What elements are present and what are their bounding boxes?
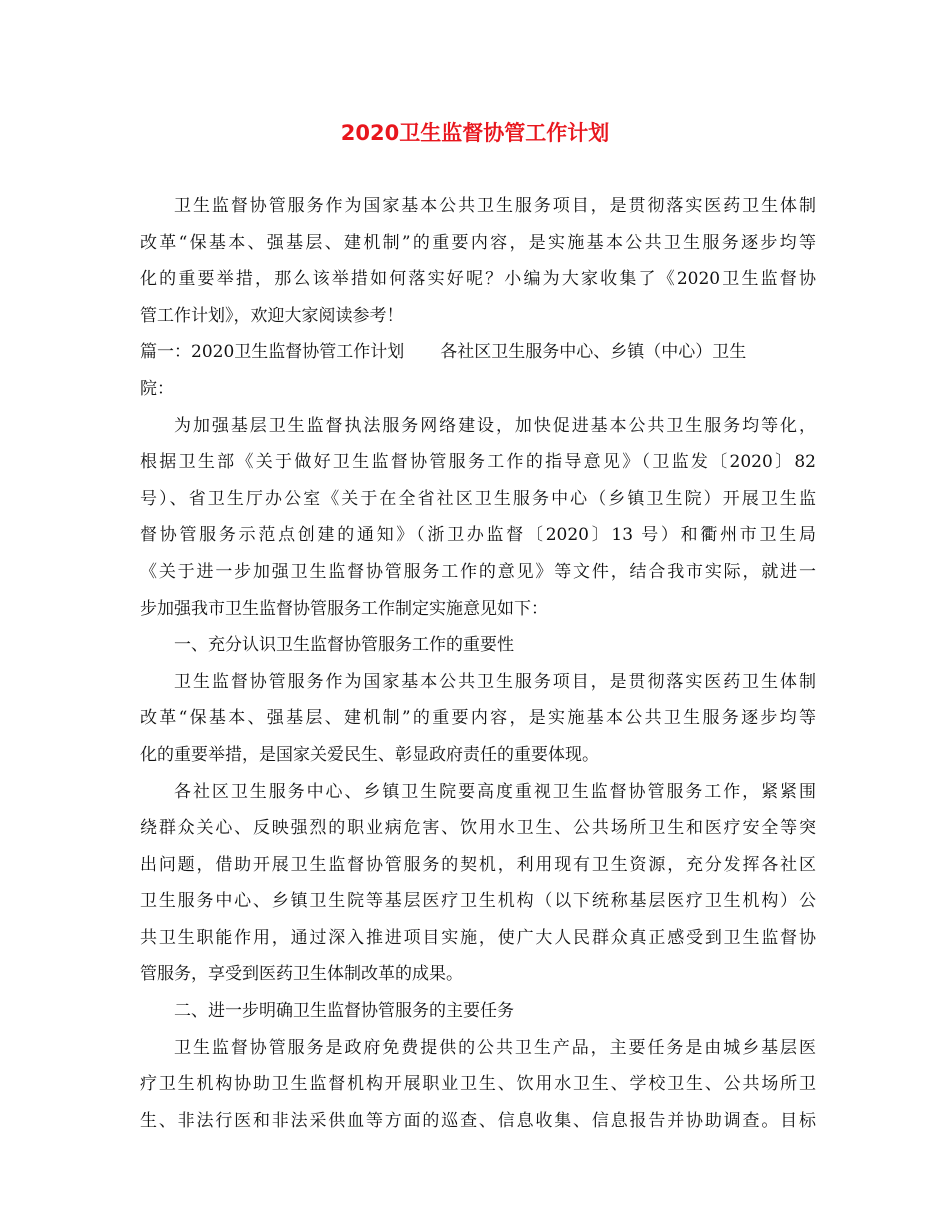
section-heading: 二、进一步明确卫生监督协管服务的主要任务 [174, 1001, 514, 1022]
paragraph-line: 根据卫生部《关于做好卫生监督协管服务工作的指导意见》（卫监发〔2020〕82 [140, 452, 816, 473]
document-title: 2020卫生监督协管工作计划 [340, 121, 610, 145]
paragraph-line: 出问题，借助开展卫生监督协管服务的契机，利用现有卫生资源，充分发挥各社区 [140, 854, 816, 875]
paragraph-line: 卫生服务中心、乡镇卫生院等基层医疗卫生机构（以下统称基层医疗卫生机构）公 [140, 891, 816, 912]
paragraph-line: 管服务，享受到医药卫生体制改革的成果。 [140, 964, 463, 985]
paragraph-line: 各社区卫生服务中心、乡镇卫生院要高度重视卫生监督协管服务工作，紧紧围 [174, 781, 816, 802]
paragraph-line: 院： [140, 378, 174, 399]
paragraph-line: 化的重要举措，那么该举措如何落实好呢？小编为大家收集了《2020卫生监督协 [140, 269, 816, 290]
paragraph-line: 号）、省卫生厅办公室《关于在全省社区卫生服务中心（乡镇卫生院）开展卫生监 [140, 488, 816, 509]
paragraph-line: 卫生监督协管服务是政府免费提供的公共卫生产品，主要任务是由城乡基层医 [174, 1037, 816, 1058]
section-heading-part-one: 篇一：2020卫生监督协管工作计划 [140, 342, 405, 363]
paragraph-line: 化的重要举措，是国家关爱民生、彰显政府责任的重要体现。 [140, 744, 599, 765]
paragraph-line: 督协管服务示范点创建的通知》（浙卫办监督〔2020〕13 号）和衢州市卫生局 [140, 525, 816, 546]
paragraph-line: 卫生监督协管服务作为国家基本公共卫生服务项目，是贯彻落实医药卫生体制 [174, 671, 816, 692]
section-heading: 一、充分认识卫生监督协管服务工作的重要性 [174, 635, 514, 656]
paragraph-line: 为加强基层卫生监督执法服务网络建设，加快促进基本公共卫生服务均等化， [174, 415, 816, 436]
paragraph-line: 疗卫生机构协助卫生监督机构开展职业卫生、饮用水卫生、学校卫生、公共场所卫 [140, 1074, 816, 1095]
paragraph-line: 《关于进一步加强卫生监督协管服务工作的意见》等文件，结合我市实际，就进一 [140, 561, 816, 582]
paragraph-line: 改革“保基本、强基层、建机制”的重要内容，是实施基本公共卫生服务逐步均等 [140, 232, 816, 253]
paragraph-line: 改革“保基本、强基层、建机制”的重要内容，是实施基本公共卫生服务逐步均等 [140, 708, 816, 729]
document-body [140, 188, 816, 1139]
paragraph-line: 步加强我市卫生监督协管服务工作制定实施意见如下： [140, 598, 548, 619]
paragraph-line: 共卫生职能作用，通过深入推进项目实施，使广大人民群众真正感受到卫生监督协 [140, 927, 816, 948]
addressee-line: 各社区卫生服务中心、乡镇（中心）卫生 [440, 342, 747, 363]
paragraph-line-split [140, 334, 816, 371]
paragraph-line: 管工作计划》，欢迎大家阅读参考！ [140, 305, 404, 326]
paragraph-line: 卫生监督协管服务作为国家基本公共卫生服务项目，是贯彻落实医药卫生体制 [174, 196, 816, 216]
paragraph-line: 生、非法行医和非法采供血等方面的巡查、信息收集、信息报告并协助调查。目标 [140, 1110, 816, 1131]
paragraph-line: 绕群众关心、反映强烈的职业病危害、饮用水卫生、公共场所卫生和医疗安全等突 [140, 818, 816, 839]
